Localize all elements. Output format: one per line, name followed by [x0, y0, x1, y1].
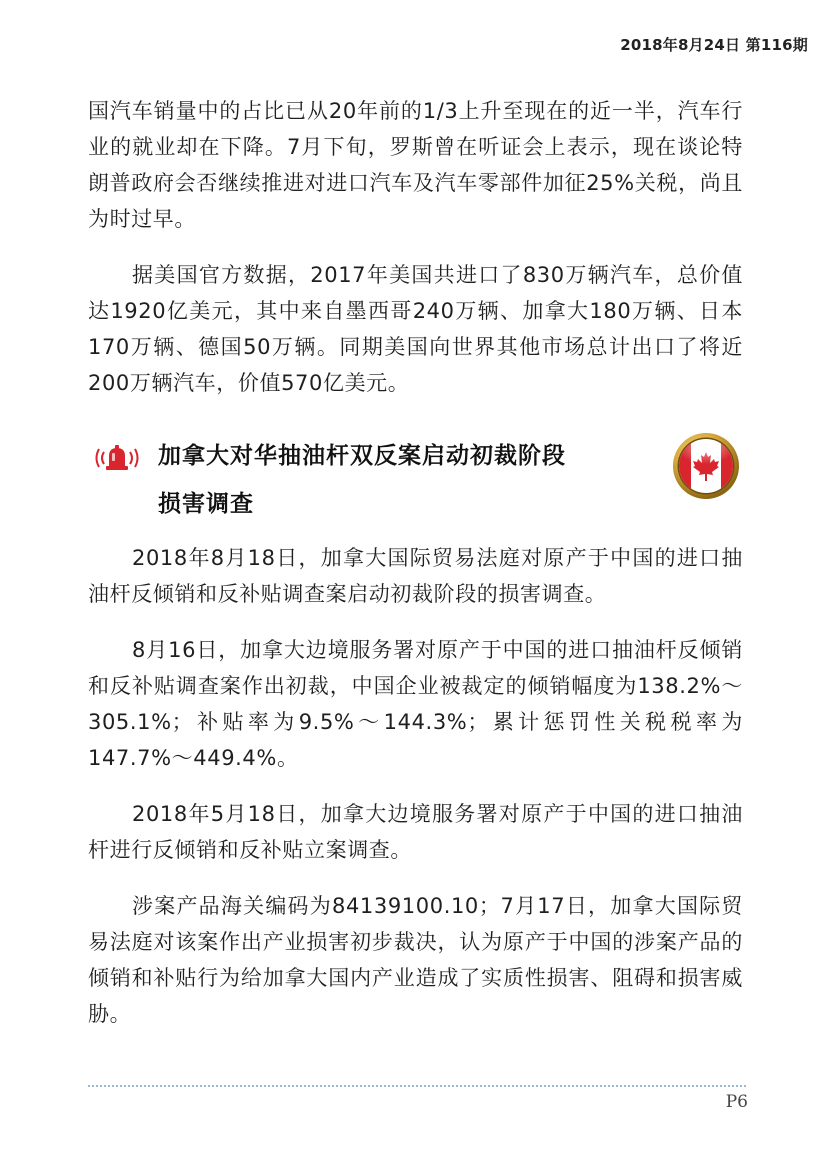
section-title-line-1: 加拿大对华抽油杆双反案启动初裁阶段	[158, 443, 566, 469]
canada-flag-icon	[672, 432, 740, 500]
section-paragraph-4: 涉案产品海关编码为84139100.10；7月17日，加拿大国际贸易法庭对该案作出产业损害初步裁决，认为原产于中国的涉案产品的倾销和补贴行为给加拿大国内产业造成了实质性损害、阻碍和损害威胁。	[88, 894, 743, 1026]
alarm-bell-icon	[94, 442, 140, 474]
footer-divider	[88, 1085, 746, 1087]
page-number: P6	[725, 1092, 748, 1112]
issue-date-header: 2018年8月24日 第116期	[620, 36, 808, 54]
body-paragraph-2: 据美国官方数据，2017年美国共进口了830万辆汽车，总价值达1920亿美元，其中来自墨西哥240万辆、加拿大180万辆、日本170万辆、德国50万辆。同期美国向世界其他市场总计出口了将近200万辆汽车，价值570亿美元。	[88, 263, 743, 395]
section-paragraph-1: 2018年8月18日，加拿大国际贸易法庭对原产于中国的进口抽油杆反倾销和反补贴调查案启动初裁阶段的损害调查。	[88, 546, 743, 606]
section-paragraph-2: 8月16日，加拿大边境服务署对原产于中国的进口抽油杆反倾销和反补贴调查案作出初裁，中国企业被裁定的倾销幅度为138.2%～305.1%；补贴率为9.5%～144.3%；累计惩罚性关税税率为147.7%～449.4%。	[88, 638, 743, 770]
section-heading	[94, 432, 754, 532]
section-paragraph-3: 2018年5月18日，加拿大边境服务署对原产于中国的进口抽油杆进行反倾销和反补贴立案调查。	[88, 802, 743, 862]
section-title	[158, 432, 566, 528]
body-paragraph-1: 国汽车销量中的占比已从20年前的1/3上升至现在的近一半，汽车行业的就业却在下降。7月下旬，罗斯曾在听证会上表示，现在谈论特朗普政府会否继续推进对进口汽车及汽车零部件加征25%关税，尚且为时过早。	[88, 99, 743, 231]
section-title-line-2: 损害调查	[158, 491, 254, 517]
